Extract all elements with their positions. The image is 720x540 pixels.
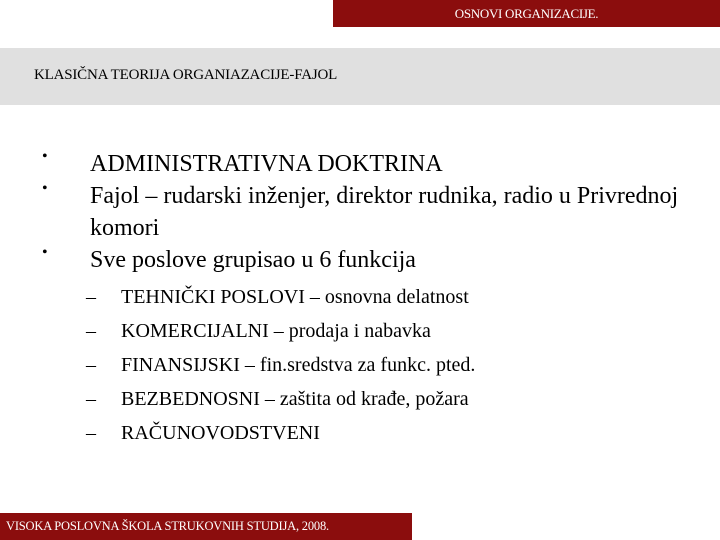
bullet-text: ADMINISTRATIVNA DOKTRINA <box>90 151 443 177</box>
bullet-dot-icon: • <box>42 244 48 261</box>
slide-title: KLASIČNA TEORIJA ORGANIAZACIJE-FAJOL <box>34 67 338 83</box>
bullet-dot-icon: • <box>42 180 48 197</box>
dash-icon: – <box>86 354 96 376</box>
dash-icon: – <box>86 388 96 410</box>
sub-item <box>0 280 720 314</box>
sub-item-text: FINANSIJSKI – fin.sredstva za funkc. pted. <box>121 354 476 376</box>
sub-item-text: RAČUNOVODSTVENI <box>121 422 320 444</box>
sub-item <box>0 314 720 348</box>
sub-item-text: KOMERCIJALNI – prodaja i nabavka <box>121 320 431 342</box>
dash-icon: – <box>86 320 96 342</box>
bullet-item <box>0 244 720 276</box>
top-banner <box>333 0 720 27</box>
sub-item <box>0 416 720 450</box>
bullet-text: Sve poslove grupisao u 6 funkcija <box>90 247 416 273</box>
sub-item <box>0 348 720 382</box>
footer-banner <box>0 513 412 540</box>
sub-item-text: BEZBEDNOSNI – zaštita od krađe, požara <box>121 388 469 410</box>
dash-icon: – <box>86 422 96 444</box>
bullet-item <box>0 180 720 244</box>
sub-item-text: TEHNIČKI POSLOVI – osnovna delatnost <box>121 286 469 308</box>
bullet-list <box>0 148 720 450</box>
sub-item <box>0 382 720 416</box>
bullet-dot-icon: • <box>42 148 48 165</box>
banner-text: OSNOVI ORGANIZACIJE. <box>454 6 599 21</box>
dash-icon: – <box>86 286 96 308</box>
bullet-text: Fajol – rudarski inženjer, direktor rudnika, radio u Privrednoj komori <box>90 183 679 241</box>
footer-text: VISOKA POSLOVNA ŠKOLA STRUKOVNIH STUDIJA, 2008. <box>6 519 329 533</box>
bullet-item <box>0 148 720 180</box>
